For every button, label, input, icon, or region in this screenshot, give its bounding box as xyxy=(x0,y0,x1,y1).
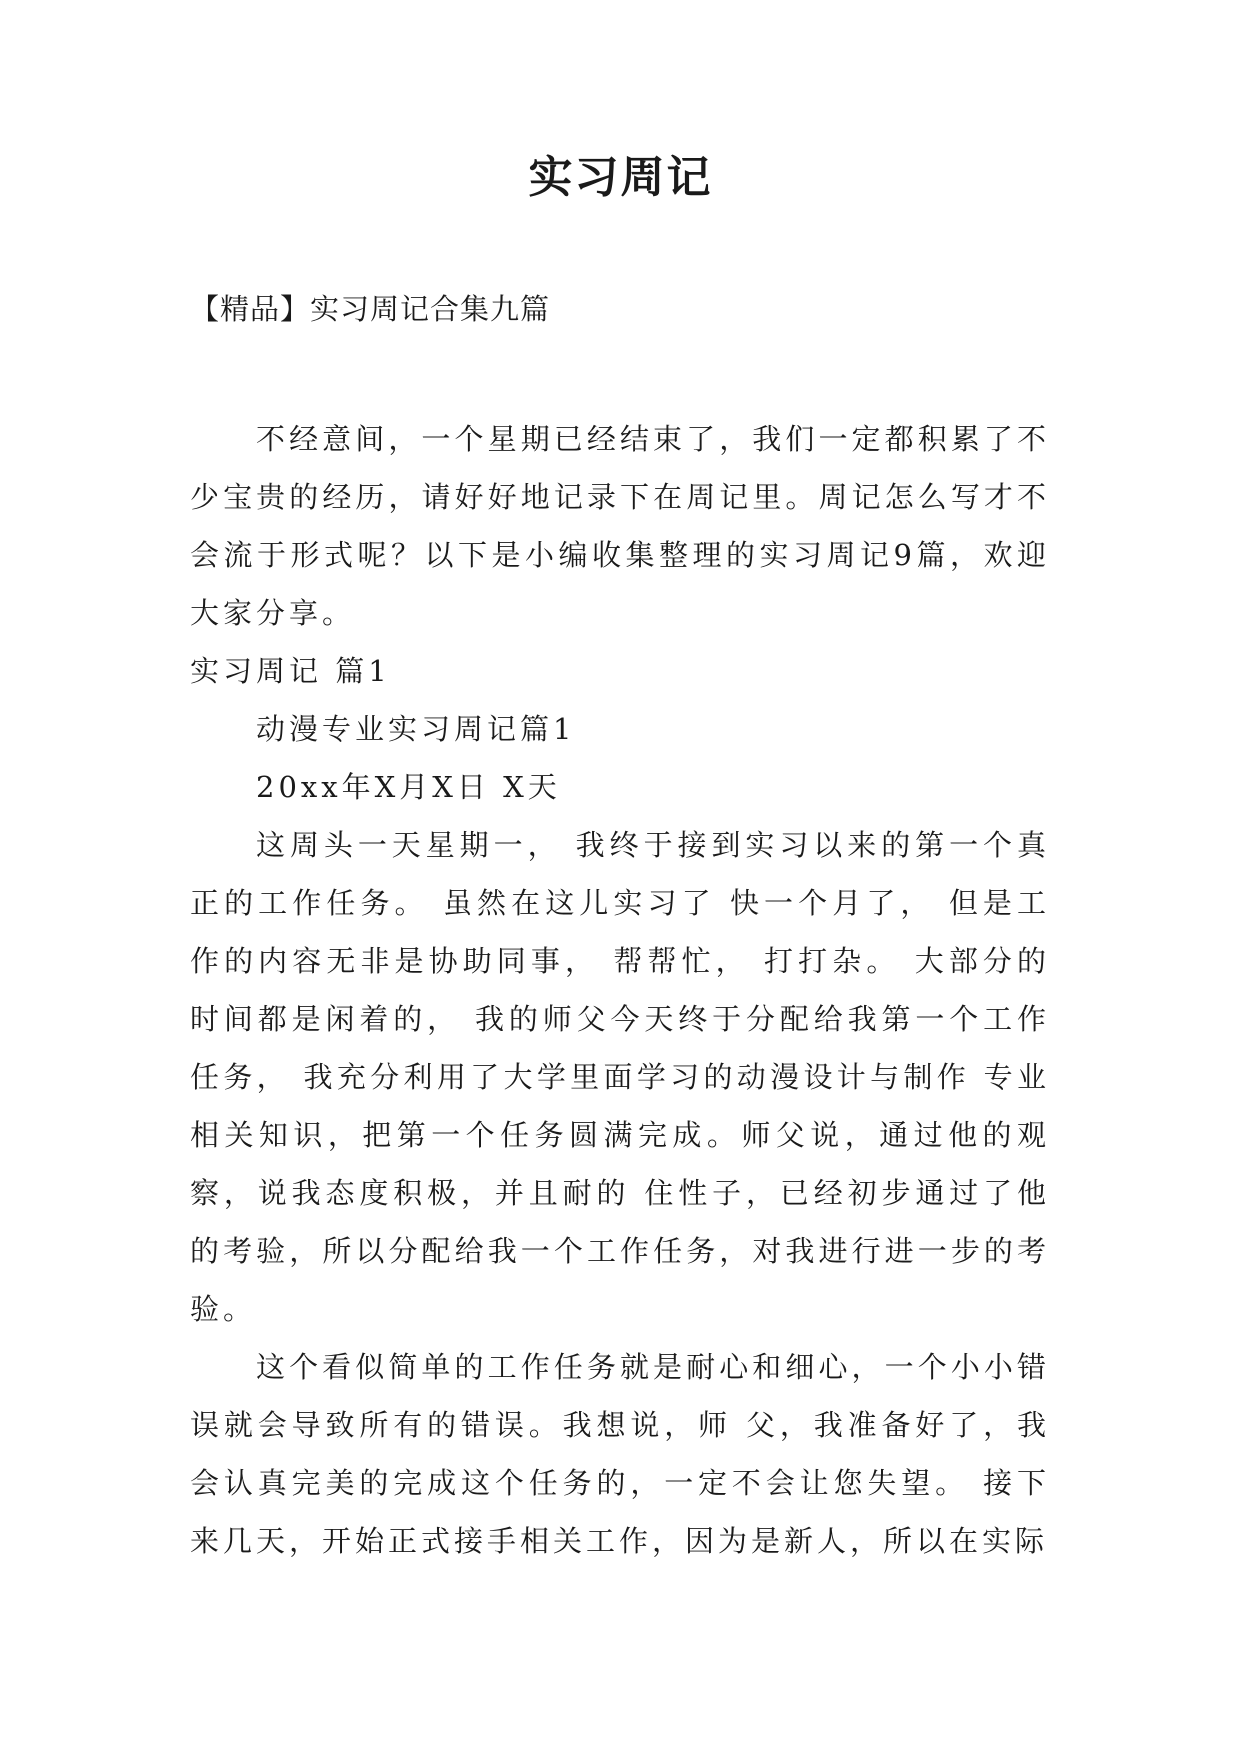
intro-paragraph: 不经意间，一个星期已经结束了，我们一定都积累了不少宝贵的经历，请好好地记录下在周记里。周记怎么写才不会流于形式呢？以下是小编收集整理的实习周记9篇，欢迎大家分享。 xyxy=(190,422,1050,630)
body-paragraph: 这周头一天星期一， 我终于接到实习以来的第一个真正的工作任务。 虽然在这儿实习了 快一个月了， 但是工作的内容无非是协助同事， 帮帮忙， 打打杂。 大部分的时间都是闲着的， 我的师父今天终于分配给我第一个工作任务， 我充分利用了大学里面学习的动漫设计与制作 专业相关知识，把第一个任务圆满完成。师父说，通过他的观察，说我态度积极，并且耐的 住性子，已经初步通过了他的考验，所以分配给我一个工作任务，对我进行进一步的考验。 xyxy=(190,828,1050,1326)
article-title: 动漫专业实习周记篇1 xyxy=(256,712,576,746)
document-body xyxy=(190,410,1050,1570)
body-paragraph: 这个看似简单的工作任务就是耐心和细心，一个小小错误就会导致所有的错误。我想说，师 父，我准备好了，我会认真完美的完成这个任务的，一定不会让您失望。 接下来几天，开始正式接手相关工作，因为是新人，所以在实际 xyxy=(190,1350,1050,1558)
date-line: 20xx年X月X日 X天 xyxy=(256,770,561,804)
section-heading: 实习周记 篇1 xyxy=(190,654,391,688)
document-title: 实习周记 xyxy=(528,152,713,203)
document-subtitle: 【精品】实习周记合集九篇 xyxy=(190,292,551,326)
